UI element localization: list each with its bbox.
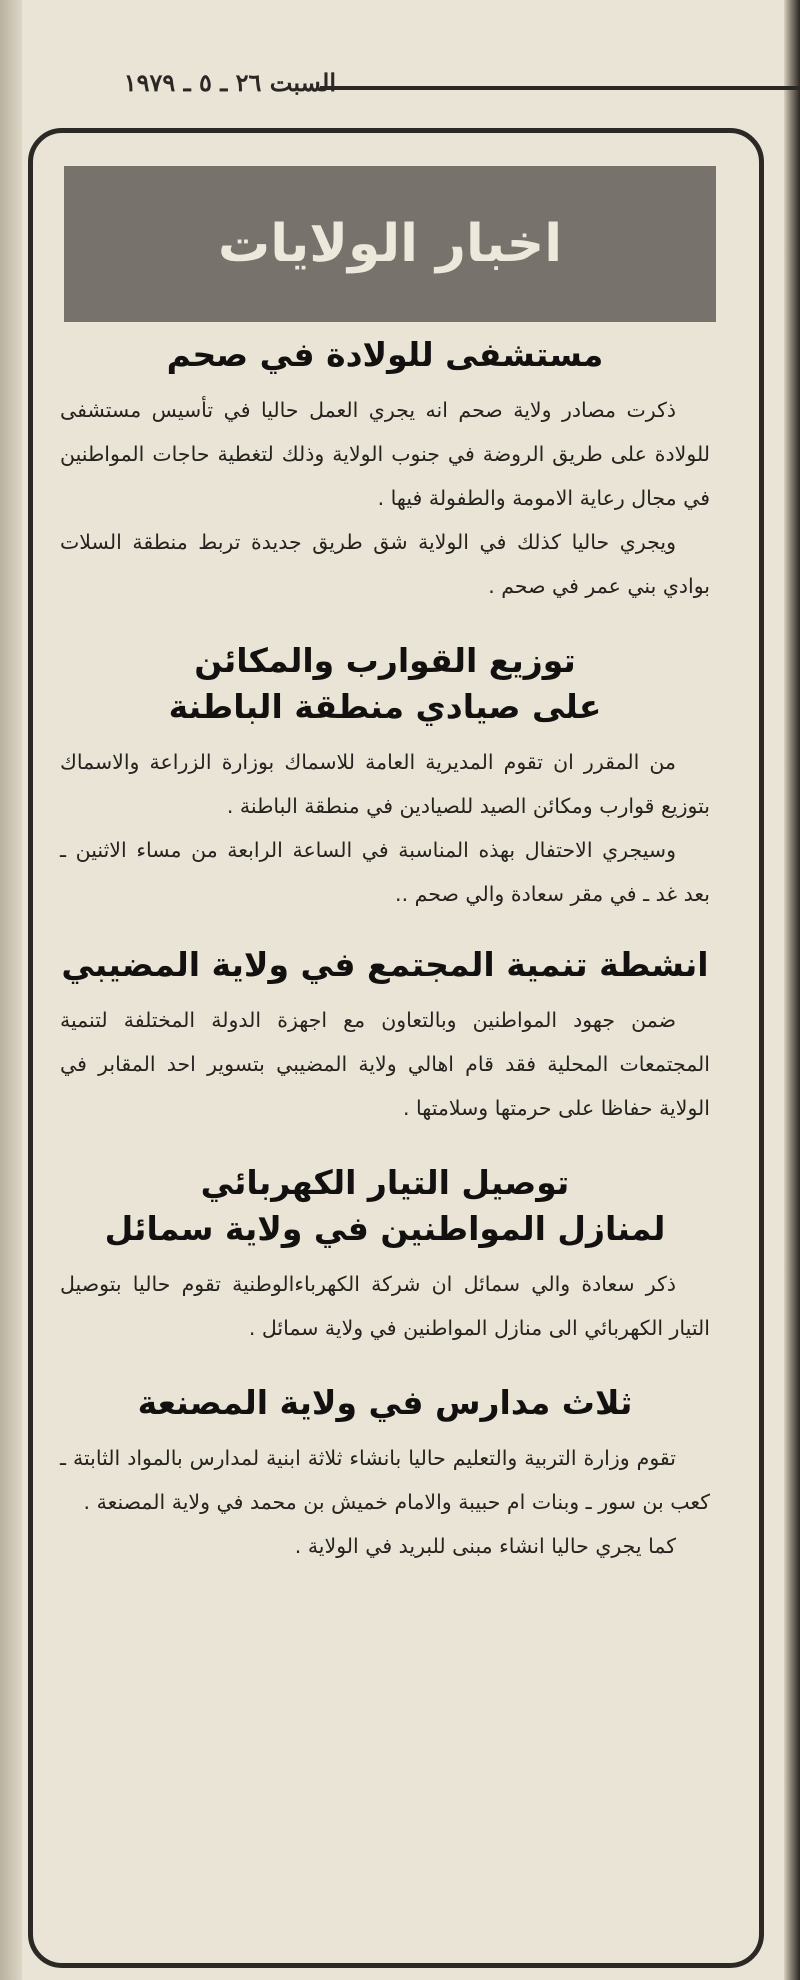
dateline-text: السبت ٢٦ ـ ٥ ـ ١٩٧٩	[123, 68, 336, 97]
article	[60, 638, 710, 916]
headline-line: على صيادي منطقة الباطنة	[168, 687, 602, 726]
headline-line: ثلاث مدارس في ولاية المصنعة	[137, 1383, 633, 1422]
article-paragraph: وسيجري الاحتفال بهذه المناسبة في الساعة الرابعة من مساء الاثنين ـ بعد غد ـ في مقر سعادة والي صحم ..	[60, 838, 710, 906]
article-headline	[60, 1160, 710, 1252]
headline-line: لمنازل المواطنين في ولاية سمائل	[104, 1209, 666, 1248]
article-paragraph: ذكرت مصادر ولاية صحم انه يجري العمل حاليا في تأسيس مستشفى للولادة على طريق الروضة في جنوب الولاية وذلك لتغطية حاجات المواطنين في مجال رعاية الامومة والطفولة فيها .	[60, 398, 710, 510]
headline-line: مستشفى للولادة في صحم	[166, 335, 604, 374]
article-headline	[60, 332, 710, 378]
articles-column	[60, 332, 710, 1586]
section-banner	[64, 166, 716, 322]
page-edge-left	[0, 0, 22, 1980]
article-headline	[60, 638, 710, 730]
headline-line: توصيل التيار الكهربائي	[200, 1163, 570, 1202]
article	[60, 1160, 710, 1350]
article-headline	[60, 942, 710, 988]
article	[60, 942, 710, 1130]
article	[60, 1380, 710, 1568]
section-title: اخبار الولايات	[217, 214, 563, 274]
page-edge-right	[784, 0, 800, 1980]
article-paragraph: من المقرر ان تقوم المديرية العامة للاسماك بوزارة الزراعة والاسماك بتوزيع قوارب ومكائن الصيد للصيادين في منطقة الباطنة .	[60, 750, 710, 818]
dateline	[30, 64, 800, 104]
headline-line: توزيع القوارب والمكائن	[194, 641, 576, 680]
dateline-rule	[320, 86, 800, 90]
article-paragraph: ويجري حاليا كذلك في الولاية شق طريق جديدة تربط منطقة السلات بوادي بني عمر في صحم .	[60, 530, 710, 598]
article-paragraph: تقوم وزارة التربية والتعليم حاليا بانشاء ثلاثة ابنية لمدارس بالمواد الثابتة ـ كعب بن سور ـ وبنات ام حبيبة والامام خميش بن محمد في ولاية المصنعة .	[60, 1446, 710, 1514]
article	[60, 332, 710, 608]
article-paragraph: ضمن جهود المواطنين وبالتعاون مع اجهزة الدولة المختلفة لتنمية المجتمعات المحلية فقد قام اهالي ولاية المضيبي بتسوير احد المقابر في الولاية حفاظا على حرمتها وسلامتها .	[60, 1008, 710, 1120]
article-paragraph: ذكر سعادة والي سمائل ان شركة الكهرباءالوطنية تقوم حاليا بتوصيل التيار الكهربائي الى منازل المواطنين في ولاية سمائل .	[60, 1272, 710, 1340]
article-paragraph: كما يجري حاليا انشاء مبنى للبريد في الولاية .	[294, 1534, 676, 1558]
headline-line: انشطة تنمية المجتمع في ولاية المضيبي	[61, 945, 709, 984]
article-headline	[60, 1380, 710, 1426]
